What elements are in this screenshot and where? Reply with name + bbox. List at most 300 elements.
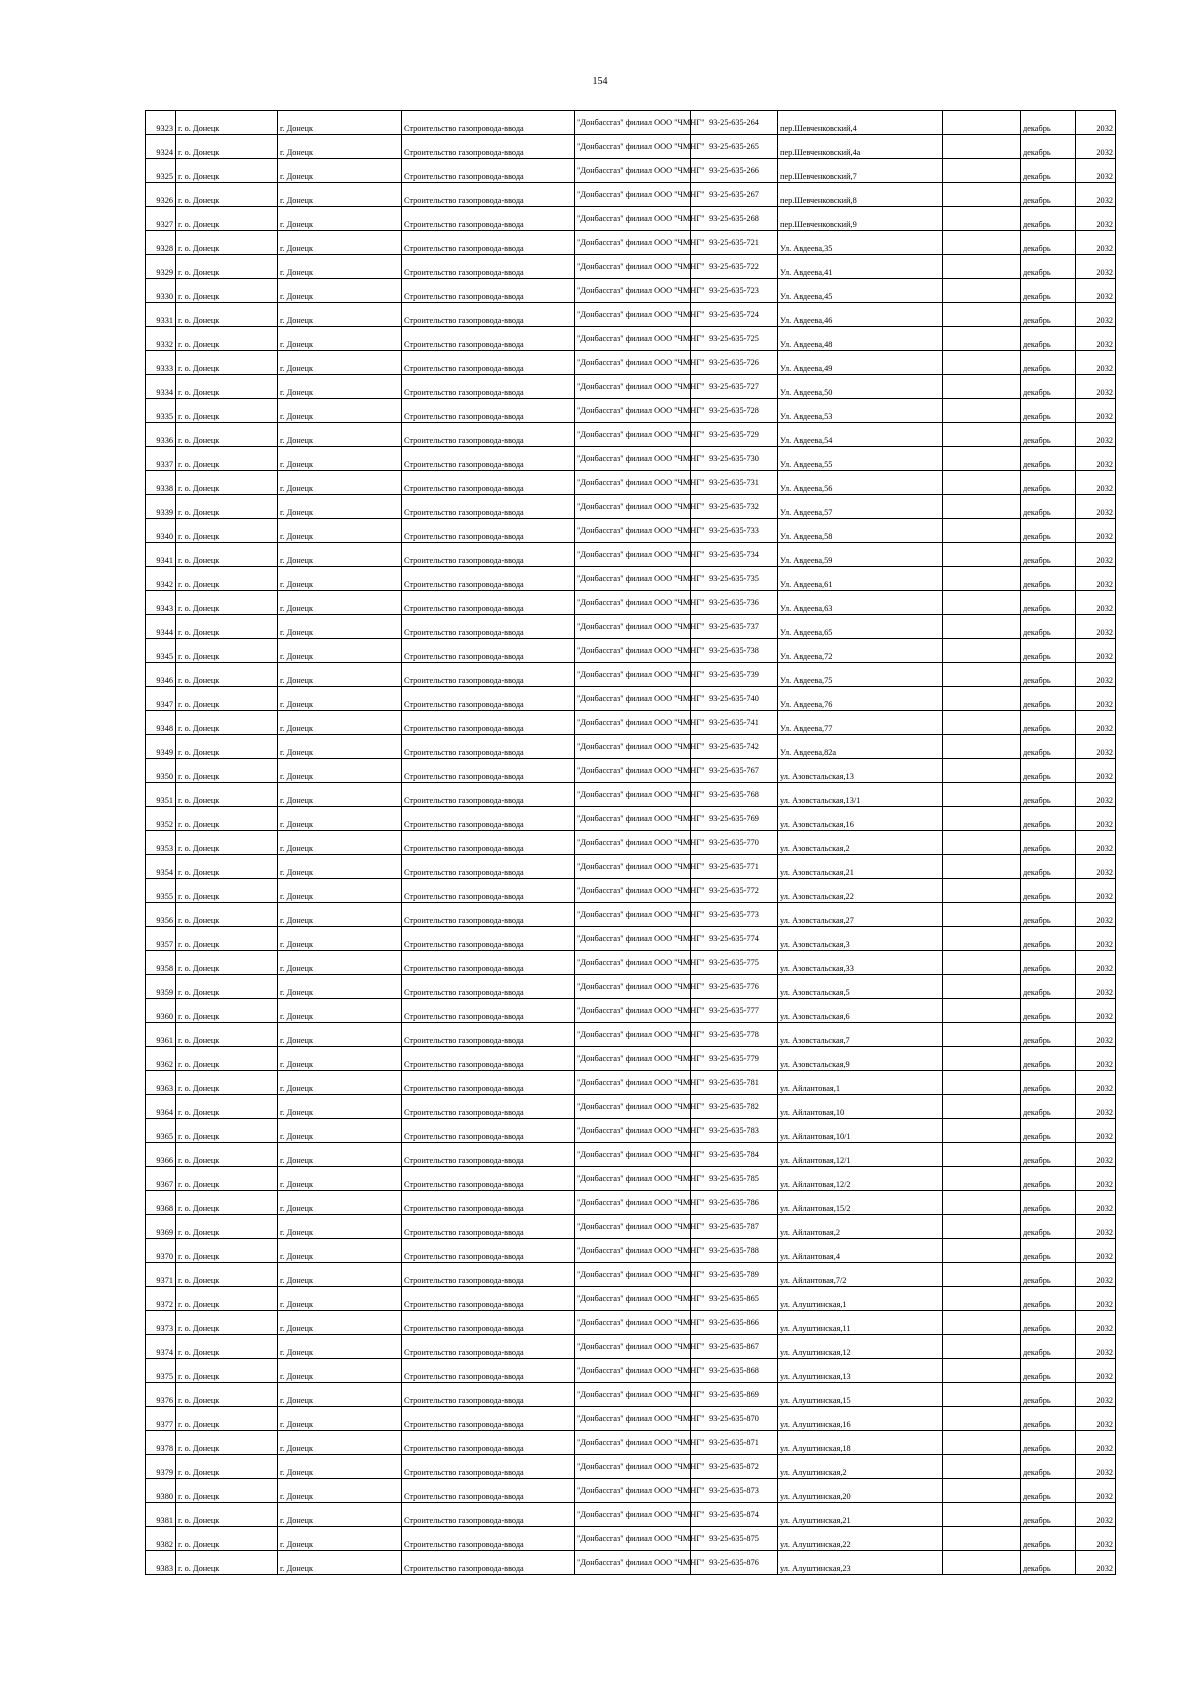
note-cell xyxy=(943,927,1021,951)
note-cell xyxy=(943,399,1021,423)
district-cell: г. о. Донецк xyxy=(176,375,278,399)
table-row xyxy=(146,1239,1116,1263)
row-number-cell: 9330 xyxy=(146,279,176,303)
note-cell xyxy=(943,1023,1021,1047)
work-type-cell: Строительство газопровода-ввода xyxy=(402,159,575,183)
organization-cell: "Донбассгаз" филиал ООО "ЧМНГ" xyxy=(575,519,691,543)
month-cell: декабрь xyxy=(1021,423,1076,447)
table-row xyxy=(146,1359,1116,1383)
table-row xyxy=(146,303,1116,327)
organization-cell: "Донбассгаз" филиал ООО "ЧМНГ" xyxy=(575,1527,691,1551)
note-cell xyxy=(943,1167,1021,1191)
district-cell: г. о. Донецк xyxy=(176,1359,278,1383)
year-cell: 2032 xyxy=(1076,351,1116,375)
organization-cell: "Донбассгаз" филиал ООО "ЧМНГ" xyxy=(575,111,691,135)
city-cell: г. Донецк xyxy=(278,1455,402,1479)
table-row xyxy=(146,1527,1116,1551)
year-cell: 2032 xyxy=(1076,999,1116,1023)
organization-cell: "Донбассгаз" филиал ООО "ЧМНГ" xyxy=(575,1479,691,1503)
organization-cell: "Донбассгаз" филиал ООО "ЧМНГ" xyxy=(575,783,691,807)
district-cell: г. о. Донецк xyxy=(176,423,278,447)
table-row xyxy=(146,975,1116,999)
city-cell: г. Донецк xyxy=(278,1431,402,1455)
organization-cell: "Донбассгаз" филиал ООО "ЧМНГ" xyxy=(575,327,691,351)
note-cell xyxy=(943,1047,1021,1071)
city-cell: г. Донецк xyxy=(278,783,402,807)
city-cell: г. Донецк xyxy=(278,351,402,375)
organization-cell: "Донбассгаз" филиал ООО "ЧМНГ" xyxy=(575,471,691,495)
city-cell: г. Донецк xyxy=(278,447,402,471)
address-cell: Ул. Авдеева,35 xyxy=(778,231,943,255)
month-cell: декабрь xyxy=(1021,183,1076,207)
month-cell: декабрь xyxy=(1021,159,1076,183)
organization-cell: "Донбассгаз" филиал ООО "ЧМНГ" xyxy=(575,447,691,471)
table-row xyxy=(146,687,1116,711)
work-type-cell: Строительство газопровода-ввода xyxy=(402,663,575,687)
note-cell xyxy=(943,1503,1021,1527)
district-cell: г. о. Донецк xyxy=(176,807,278,831)
address-cell: Ул. Авдеева,65 xyxy=(778,615,943,639)
row-number-cell: 9347 xyxy=(146,687,176,711)
year-cell: 2032 xyxy=(1076,855,1116,879)
table-row xyxy=(146,1263,1116,1287)
organization-cell: "Донбассгаз" филиал ООО "ЧМНГ" xyxy=(575,303,691,327)
district-cell: г. о. Донецк xyxy=(176,855,278,879)
address-cell: Ул. Авдеева,76 xyxy=(778,687,943,711)
address-cell: Ул. Авдеева,82а xyxy=(778,735,943,759)
address-cell: ул. Азовстальская,33 xyxy=(778,951,943,975)
object-code-cell: 93-25-635-737 xyxy=(691,615,778,639)
year-cell: 2032 xyxy=(1076,1359,1116,1383)
note-cell xyxy=(943,159,1021,183)
table-row xyxy=(146,879,1116,903)
address-cell: Ул. Авдеева,54 xyxy=(778,423,943,447)
district-cell: г. о. Донецк xyxy=(176,279,278,303)
district-cell: г. о. Донецк xyxy=(176,1071,278,1095)
work-type-cell: Строительство газопровода-ввода xyxy=(402,1071,575,1095)
month-cell: декабрь xyxy=(1021,1431,1076,1455)
object-code-cell: 93-25-635-723 xyxy=(691,279,778,303)
district-cell: г. о. Донецк xyxy=(176,1239,278,1263)
note-cell xyxy=(943,831,1021,855)
month-cell: декабрь xyxy=(1021,1311,1076,1335)
address-cell: ул. Азовстальская,9 xyxy=(778,1047,943,1071)
district-cell: г. о. Донецк xyxy=(176,255,278,279)
object-code-cell: 93-25-635-786 xyxy=(691,1191,778,1215)
organization-cell: "Донбассгаз" филиал ООО "ЧМНГ" xyxy=(575,1191,691,1215)
row-number-cell: 9379 xyxy=(146,1455,176,1479)
organization-cell: "Донбассгаз" филиал ООО "ЧМНГ" xyxy=(575,423,691,447)
organization-cell: "Донбассгаз" филиал ООО "ЧМНГ" xyxy=(575,375,691,399)
table-row xyxy=(146,135,1116,159)
row-number-cell: 9341 xyxy=(146,543,176,567)
table-row xyxy=(146,783,1116,807)
month-cell: декабрь xyxy=(1021,231,1076,255)
address-cell: Ул. Авдеева,56 xyxy=(778,471,943,495)
table-row xyxy=(146,999,1116,1023)
city-cell: г. Донецк xyxy=(278,111,402,135)
work-type-cell: Строительство газопровода-ввода xyxy=(402,759,575,783)
object-code-cell: 93-25-635-785 xyxy=(691,1167,778,1191)
month-cell: декабрь xyxy=(1021,879,1076,903)
work-type-cell: Строительство газопровода-ввода xyxy=(402,375,575,399)
row-number-cell: 9339 xyxy=(146,495,176,519)
district-cell: г. о. Донецк xyxy=(176,303,278,327)
year-cell: 2032 xyxy=(1076,1551,1116,1575)
object-code-cell: 93-25-635-774 xyxy=(691,927,778,951)
note-cell xyxy=(943,135,1021,159)
object-code-cell: 93-25-635-738 xyxy=(691,639,778,663)
district-cell: г. о. Донецк xyxy=(176,1119,278,1143)
month-cell: декабрь xyxy=(1021,903,1076,927)
organization-cell: "Донбассгаз" филиал ООО "ЧМНГ" xyxy=(575,1311,691,1335)
address-cell: ул. Алуштинская,11 xyxy=(778,1311,943,1335)
row-number-cell: 9340 xyxy=(146,519,176,543)
district-cell: г. о. Донецк xyxy=(176,1311,278,1335)
month-cell: декабрь xyxy=(1021,255,1076,279)
district-cell: г. о. Донецк xyxy=(176,1167,278,1191)
city-cell: г. Донецк xyxy=(278,471,402,495)
month-cell: декабрь xyxy=(1021,1527,1076,1551)
district-cell: г. о. Донецк xyxy=(176,759,278,783)
district-cell: г. о. Донецк xyxy=(176,711,278,735)
row-number-cell: 9333 xyxy=(146,351,176,375)
city-cell: г. Донецк xyxy=(278,207,402,231)
row-number-cell: 9360 xyxy=(146,999,176,1023)
month-cell: декабрь xyxy=(1021,831,1076,855)
month-cell: декабрь xyxy=(1021,1191,1076,1215)
object-code-cell: 93-25-635-727 xyxy=(691,375,778,399)
month-cell: декабрь xyxy=(1021,687,1076,711)
row-number-cell: 9364 xyxy=(146,1095,176,1119)
year-cell: 2032 xyxy=(1076,1071,1116,1095)
note-cell xyxy=(943,1071,1021,1095)
district-cell: г. о. Донецк xyxy=(176,591,278,615)
address-cell: Ул. Авдеева,77 xyxy=(778,711,943,735)
table-row xyxy=(146,1047,1116,1071)
year-cell: 2032 xyxy=(1076,1383,1116,1407)
city-cell: г. Донецк xyxy=(278,183,402,207)
row-number-cell: 9353 xyxy=(146,831,176,855)
month-cell: декабрь xyxy=(1021,495,1076,519)
address-cell: ул. Азовстальская,16 xyxy=(778,807,943,831)
table-row xyxy=(146,1503,1116,1527)
object-code-cell: 93-25-635-779 xyxy=(691,1047,778,1071)
month-cell: декабрь xyxy=(1021,519,1076,543)
address-cell: ул. Алуштинская,23 xyxy=(778,1551,943,1575)
work-type-cell: Строительство газопровода-ввода xyxy=(402,111,575,135)
work-type-cell: Строительство газопровода-ввода xyxy=(402,183,575,207)
district-cell: г. о. Донецк xyxy=(176,1023,278,1047)
note-cell xyxy=(943,1407,1021,1431)
work-type-cell: Строительство газопровода-ввода xyxy=(402,135,575,159)
row-number-cell: 9372 xyxy=(146,1287,176,1311)
month-cell: декабрь xyxy=(1021,1551,1076,1575)
organization-cell: "Донбассгаз" филиал ООО "ЧМНГ" xyxy=(575,159,691,183)
district-cell: г. о. Донецк xyxy=(176,951,278,975)
work-type-cell: Строительство газопровода-ввода xyxy=(402,255,575,279)
object-code-cell: 93-25-635-788 xyxy=(691,1239,778,1263)
district-cell: г. о. Донецк xyxy=(176,159,278,183)
note-cell xyxy=(943,447,1021,471)
table-row xyxy=(146,111,1116,135)
note-cell xyxy=(943,591,1021,615)
row-number-cell: 9370 xyxy=(146,1239,176,1263)
object-code-cell: 93-25-635-770 xyxy=(691,831,778,855)
organization-cell: "Донбассгаз" филиал ООО "ЧМНГ" xyxy=(575,855,691,879)
object-code-cell: 93-25-635-778 xyxy=(691,1023,778,1047)
row-number-cell: 9367 xyxy=(146,1167,176,1191)
year-cell: 2032 xyxy=(1076,471,1116,495)
object-code-cell: 93-25-635-874 xyxy=(691,1503,778,1527)
object-code-cell: 93-25-635-732 xyxy=(691,495,778,519)
city-cell: г. Донецк xyxy=(278,663,402,687)
object-code-cell: 93-25-635-868 xyxy=(691,1359,778,1383)
row-number-cell: 9373 xyxy=(146,1311,176,1335)
city-cell: г. Донецк xyxy=(278,1239,402,1263)
row-number-cell: 9369 xyxy=(146,1215,176,1239)
work-type-cell: Строительство газопровода-ввода xyxy=(402,207,575,231)
address-cell: Ул. Авдеева,63 xyxy=(778,591,943,615)
month-cell: декабрь xyxy=(1021,1335,1076,1359)
note-cell xyxy=(943,351,1021,375)
table-row xyxy=(146,1455,1116,1479)
district-cell: г. о. Донецк xyxy=(176,783,278,807)
month-cell: декабрь xyxy=(1021,1119,1076,1143)
city-cell: г. Донецк xyxy=(278,1479,402,1503)
month-cell: декабрь xyxy=(1021,1479,1076,1503)
organization-cell: "Донбассгаз" филиал ООО "ЧМНГ" xyxy=(575,1047,691,1071)
district-cell: г. о. Донецк xyxy=(176,1215,278,1239)
note-cell xyxy=(943,735,1021,759)
city-cell: г. Донецк xyxy=(278,231,402,255)
year-cell: 2032 xyxy=(1076,1455,1116,1479)
address-cell: Ул. Авдеева,57 xyxy=(778,495,943,519)
work-type-cell: Строительство газопровода-ввода xyxy=(402,831,575,855)
month-cell: декабрь xyxy=(1021,735,1076,759)
work-type-cell: Строительство газопровода-ввода xyxy=(402,1407,575,1431)
note-cell xyxy=(943,1191,1021,1215)
organization-cell: "Донбассгаз" филиал ООО "ЧМНГ" xyxy=(575,903,691,927)
month-cell: декабрь xyxy=(1021,663,1076,687)
organization-cell: "Донбассгаз" филиал ООО "ЧМНГ" xyxy=(575,1215,691,1239)
address-cell: пер.Шевченковский,7 xyxy=(778,159,943,183)
object-code-cell: 93-25-635-872 xyxy=(691,1455,778,1479)
organization-cell: "Донбассгаз" филиал ООО "ЧМНГ" xyxy=(575,735,691,759)
address-cell: пер.Шевченковский,9 xyxy=(778,207,943,231)
address-cell: Ул. Авдеева,50 xyxy=(778,375,943,399)
object-code-cell: 93-25-635-268 xyxy=(691,207,778,231)
row-number-cell: 9376 xyxy=(146,1383,176,1407)
note-cell xyxy=(943,879,1021,903)
month-cell: декабрь xyxy=(1021,279,1076,303)
table-row xyxy=(146,1191,1116,1215)
district-cell: г. о. Донецк xyxy=(176,831,278,855)
month-cell: декабрь xyxy=(1021,447,1076,471)
table-row xyxy=(146,831,1116,855)
month-cell: декабрь xyxy=(1021,615,1076,639)
object-code-cell: 93-25-635-728 xyxy=(691,399,778,423)
year-cell: 2032 xyxy=(1076,255,1116,279)
note-cell xyxy=(943,1359,1021,1383)
table-row xyxy=(146,159,1116,183)
address-cell: Ул. Авдеева,41 xyxy=(778,255,943,279)
organization-cell: "Донбассгаз" филиал ООО "ЧМНГ" xyxy=(575,279,691,303)
table-row xyxy=(146,255,1116,279)
address-cell: ул. Азовстальская,7 xyxy=(778,1023,943,1047)
object-code-cell: 93-25-635-267 xyxy=(691,183,778,207)
year-cell: 2032 xyxy=(1076,183,1116,207)
object-code-cell: 93-25-635-767 xyxy=(691,759,778,783)
city-cell: г. Донецк xyxy=(278,1287,402,1311)
note-cell xyxy=(943,1143,1021,1167)
note-cell xyxy=(943,303,1021,327)
table-row xyxy=(146,543,1116,567)
work-type-cell: Строительство газопровода-ввода xyxy=(402,999,575,1023)
work-type-cell: Строительство газопровода-ввода xyxy=(402,1263,575,1287)
month-cell: декабрь xyxy=(1021,759,1076,783)
table-row xyxy=(146,1479,1116,1503)
object-code-cell: 93-25-635-731 xyxy=(691,471,778,495)
object-code-cell: 93-25-635-264 xyxy=(691,111,778,135)
city-cell: г. Донецк xyxy=(278,255,402,279)
table-row xyxy=(146,735,1116,759)
object-code-cell: 93-25-635-784 xyxy=(691,1143,778,1167)
work-type-cell: Строительство газопровода-ввода xyxy=(402,1239,575,1263)
note-cell xyxy=(943,1239,1021,1263)
object-code-cell: 93-25-635-873 xyxy=(691,1479,778,1503)
work-type-cell: Строительство газопровода-ввода xyxy=(402,567,575,591)
table-row xyxy=(146,1383,1116,1407)
table-row xyxy=(146,1335,1116,1359)
row-number-cell: 9351 xyxy=(146,783,176,807)
district-cell: г. о. Донецк xyxy=(176,1287,278,1311)
district-cell: г. о. Донецк xyxy=(176,999,278,1023)
row-number-cell: 9358 xyxy=(146,951,176,975)
year-cell: 2032 xyxy=(1076,903,1116,927)
district-cell: г. о. Донецк xyxy=(176,639,278,663)
table-row xyxy=(146,399,1116,423)
address-cell: ул. Азовстальская,2 xyxy=(778,831,943,855)
note-cell xyxy=(943,1287,1021,1311)
note-cell xyxy=(943,855,1021,879)
object-code-cell: 93-25-635-865 xyxy=(691,1287,778,1311)
table-row xyxy=(146,1119,1116,1143)
organization-cell: "Донбассгаз" филиал ООО "ЧМНГ" xyxy=(575,1239,691,1263)
work-type-cell: Строительство газопровода-ввода xyxy=(402,1383,575,1407)
row-number-cell: 9325 xyxy=(146,159,176,183)
organization-cell: "Донбассгаз" филиал ООО "ЧМНГ" xyxy=(575,759,691,783)
object-code-cell: 93-25-635-742 xyxy=(691,735,778,759)
table-row xyxy=(146,351,1116,375)
table-row xyxy=(146,279,1116,303)
month-cell: декабрь xyxy=(1021,1167,1076,1191)
month-cell: декабрь xyxy=(1021,1239,1076,1263)
city-cell: г. Донецк xyxy=(278,1167,402,1191)
organization-cell: "Донбассгаз" филиал ООО "ЧМНГ" xyxy=(575,1383,691,1407)
district-cell: г. о. Донецк xyxy=(176,1047,278,1071)
address-cell: ул. Азовстальская,22 xyxy=(778,879,943,903)
city-cell: г. Донецк xyxy=(278,135,402,159)
address-cell: ул. Айлантовая,10/1 xyxy=(778,1119,943,1143)
district-cell: г. о. Донецк xyxy=(176,567,278,591)
row-number-cell: 9329 xyxy=(146,255,176,279)
row-number-cell: 9374 xyxy=(146,1335,176,1359)
year-cell: 2032 xyxy=(1076,495,1116,519)
table-row xyxy=(146,711,1116,735)
city-cell: г. Донецк xyxy=(278,927,402,951)
month-cell: декабрь xyxy=(1021,639,1076,663)
row-number-cell: 9356 xyxy=(146,903,176,927)
month-cell: декабрь xyxy=(1021,207,1076,231)
row-number-cell: 9336 xyxy=(146,423,176,447)
work-type-cell: Строительство газопровода-ввода xyxy=(402,1191,575,1215)
city-cell: г. Донецк xyxy=(278,591,402,615)
organization-cell: "Донбассгаз" филиал ООО "ЧМНГ" xyxy=(575,951,691,975)
year-cell: 2032 xyxy=(1076,663,1116,687)
year-cell: 2032 xyxy=(1076,399,1116,423)
work-type-cell: Строительство газопровода-ввода xyxy=(402,1335,575,1359)
month-cell: декабрь xyxy=(1021,375,1076,399)
district-cell: г. о. Донецк xyxy=(176,399,278,423)
note-cell xyxy=(943,327,1021,351)
object-code-cell: 93-25-635-729 xyxy=(691,423,778,447)
table-row xyxy=(146,639,1116,663)
note-cell xyxy=(943,1455,1021,1479)
city-cell: г. Донецк xyxy=(278,855,402,879)
work-type-cell: Строительство газопровода-ввода xyxy=(402,951,575,975)
year-cell: 2032 xyxy=(1076,1479,1116,1503)
object-code-cell: 93-25-635-726 xyxy=(691,351,778,375)
object-code-cell: 93-25-635-733 xyxy=(691,519,778,543)
city-cell: г. Донецк xyxy=(278,687,402,711)
organization-cell: "Донбассгаз" филиал ООО "ЧМНГ" xyxy=(575,255,691,279)
object-code-cell: 93-25-635-266 xyxy=(691,159,778,183)
table-row xyxy=(146,519,1116,543)
work-type-cell: Строительство газопровода-ввода xyxy=(402,1551,575,1575)
city-cell: г. Донецк xyxy=(278,615,402,639)
object-code-cell: 93-25-635-775 xyxy=(691,951,778,975)
work-type-cell: Строительство газопровода-ввода xyxy=(402,279,575,303)
work-type-cell: Строительство газопровода-ввода xyxy=(402,711,575,735)
work-type-cell: Строительство газопровода-ввода xyxy=(402,231,575,255)
organization-cell: "Донбассгаз" филиал ООО "ЧМНГ" xyxy=(575,999,691,1023)
note-cell xyxy=(943,783,1021,807)
city-cell: г. Донецк xyxy=(278,1143,402,1167)
organization-cell: "Донбассгаз" филиал ООО "ЧМНГ" xyxy=(575,879,691,903)
note-cell xyxy=(943,1431,1021,1455)
year-cell: 2032 xyxy=(1076,1095,1116,1119)
row-number-cell: 9361 xyxy=(146,1023,176,1047)
work-type-cell: Строительство газопровода-ввода xyxy=(402,399,575,423)
table-row xyxy=(146,951,1116,975)
work-type-cell: Строительство газопровода-ввода xyxy=(402,1047,575,1071)
district-cell: г. о. Донецк xyxy=(176,327,278,351)
city-cell: г. Донецк xyxy=(278,1191,402,1215)
row-number-cell: 9368 xyxy=(146,1191,176,1215)
table-row xyxy=(146,423,1116,447)
city-cell: г. Донецк xyxy=(278,423,402,447)
row-number-cell: 9382 xyxy=(146,1527,176,1551)
year-cell: 2032 xyxy=(1076,711,1116,735)
row-number-cell: 9362 xyxy=(146,1047,176,1071)
row-number-cell: 9350 xyxy=(146,759,176,783)
city-cell: г. Донецк xyxy=(278,375,402,399)
organization-cell: "Донбассгаз" филиал ООО "ЧМНГ" xyxy=(575,399,691,423)
district-cell: г. о. Донецк xyxy=(176,495,278,519)
note-cell xyxy=(943,1095,1021,1119)
city-cell: г. Донецк xyxy=(278,159,402,183)
